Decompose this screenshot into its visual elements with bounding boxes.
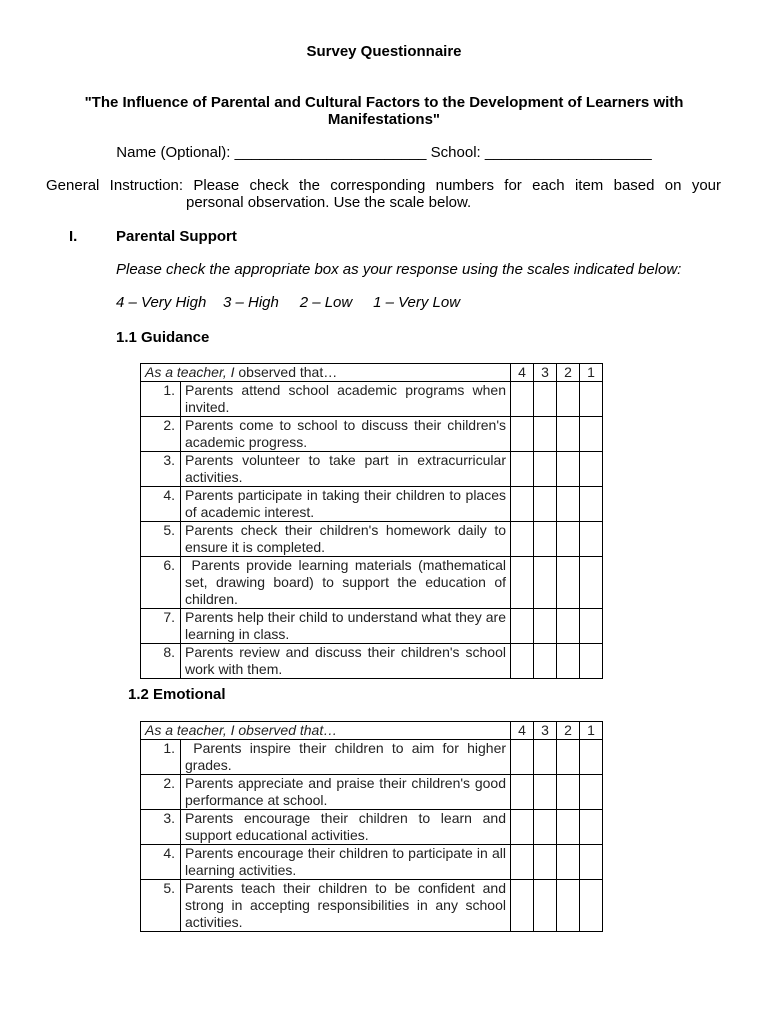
item-text: Parents teach their children to be confident and strong in accepting responsibilities in any school activities. xyxy=(181,880,511,932)
rating-box-1[interactable] xyxy=(580,609,603,644)
rating-box-2[interactable] xyxy=(557,557,580,609)
item-text: Parents encourage their children to learn and support educational activities. xyxy=(181,810,511,845)
emotional-table xyxy=(140,721,603,932)
rating-box-1[interactable] xyxy=(580,880,603,932)
item-text: Parents check their children's homework daily to ensure it is completed. xyxy=(181,522,511,557)
table-row xyxy=(141,557,603,609)
item-number: 3. xyxy=(141,452,181,487)
guidance-table xyxy=(140,363,603,679)
rating-box-3[interactable] xyxy=(534,740,557,775)
scale-col-1: 1 xyxy=(580,364,603,382)
rating-box-3[interactable] xyxy=(534,417,557,452)
table-header-prompt xyxy=(141,722,511,740)
item-text: Parents encourage their children to participate in all learning activities. xyxy=(181,845,511,880)
document-subtitle: "The Influence of Parental and Cultural Factors to the Development of Learners with Manifestations" xyxy=(84,94,684,128)
item-number: 3. xyxy=(141,810,181,845)
rating-box-2[interactable] xyxy=(557,775,580,810)
item-number: 6. xyxy=(141,557,181,609)
rating-box-4[interactable] xyxy=(511,880,534,932)
rating-box-4[interactable] xyxy=(511,740,534,775)
rating-box-4[interactable] xyxy=(511,557,534,609)
item-number: 5. xyxy=(141,880,181,932)
rating-box-1[interactable] xyxy=(580,557,603,609)
table-row xyxy=(141,522,603,557)
table-row xyxy=(141,417,603,452)
rating-box-4[interactable] xyxy=(511,522,534,557)
rating-box-4[interactable] xyxy=(511,775,534,810)
scale-col-4: 4 xyxy=(511,364,534,382)
rating-box-2[interactable] xyxy=(557,417,580,452)
rating-box-3[interactable] xyxy=(534,775,557,810)
table-header-row xyxy=(141,364,603,382)
item-text: Parents participate in taking their children to places of academic interest. xyxy=(181,487,511,522)
table-header-row xyxy=(141,722,603,740)
scale-col-2: 2 xyxy=(557,722,580,740)
table-row xyxy=(141,845,603,880)
rating-box-1[interactable] xyxy=(580,775,603,810)
instruction-line-1: General Instruction: Please check the corresponding numbers for each item based on your xyxy=(46,177,721,194)
section-note: Please check the appropriate box as your response using the scales indicated below: xyxy=(116,261,682,278)
item-text: Parents come to school to discuss their children's academic progress. xyxy=(181,417,511,452)
scale-col-4: 4 xyxy=(511,722,534,740)
item-text: Parents attend school academic programs when invited. xyxy=(181,382,511,417)
scale-col-1: 1 xyxy=(580,722,603,740)
instruction-line-2: personal observation. Use the scale below. xyxy=(186,194,472,211)
table-row xyxy=(141,609,603,644)
rating-box-4[interactable] xyxy=(511,845,534,880)
item-number: 5. xyxy=(141,522,181,557)
guidance-heading: 1.1 Guidance xyxy=(116,329,210,346)
table-row xyxy=(141,740,603,775)
emotional-heading: 1.2 Emotional xyxy=(128,686,226,703)
rating-box-1[interactable] xyxy=(580,644,603,679)
scale-col-2: 2 xyxy=(557,364,580,382)
item-text: Parents provide learning materials (mathematical set, drawing board) to support the education of children. xyxy=(181,557,511,609)
rating-box-1[interactable] xyxy=(580,417,603,452)
rating-scale: 4 – Very High 3 – High 2 – Low 1 – Very Low xyxy=(116,294,461,311)
scale-col-3: 3 xyxy=(534,364,557,382)
rating-box-4[interactable] xyxy=(511,487,534,522)
rating-box-3[interactable] xyxy=(534,845,557,880)
table-row xyxy=(141,644,603,679)
rating-box-3[interactable] xyxy=(534,452,557,487)
rating-box-2[interactable] xyxy=(557,522,580,557)
rating-box-1[interactable] xyxy=(580,740,603,775)
header-italic-text: As a teacher, I xyxy=(145,364,235,380)
scale-col-3: 3 xyxy=(534,722,557,740)
rating-box-2[interactable] xyxy=(557,644,580,679)
section-number: I. xyxy=(69,228,78,245)
rating-box-1[interactable] xyxy=(580,487,603,522)
item-number: 2. xyxy=(141,417,181,452)
rating-box-4[interactable] xyxy=(511,452,534,487)
general-instruction xyxy=(46,177,721,211)
rating-box-3[interactable] xyxy=(534,487,557,522)
document-title: Survey Questionnaire xyxy=(306,43,462,60)
section-title: Parental Support xyxy=(116,228,237,245)
rating-box-3[interactable] xyxy=(534,880,557,932)
rating-box-2[interactable] xyxy=(557,487,580,522)
rating-box-3[interactable] xyxy=(534,382,557,417)
table-row xyxy=(141,487,603,522)
table-row xyxy=(141,810,603,845)
item-text: Parents volunteer to take part in extracurricular activities. xyxy=(181,452,511,487)
rating-box-3[interactable] xyxy=(534,557,557,609)
item-number: 1. xyxy=(141,382,181,417)
rating-box-4[interactable] xyxy=(511,644,534,679)
rating-box-3[interactable] xyxy=(534,810,557,845)
item-number: 7. xyxy=(141,609,181,644)
item-number: 2. xyxy=(141,775,181,810)
rating-box-2[interactable] xyxy=(557,810,580,845)
name-school-line: Name (Optional): _______________________ School: ____________________ xyxy=(116,144,652,161)
rating-box-2[interactable] xyxy=(557,845,580,880)
rating-box-2[interactable] xyxy=(557,609,580,644)
item-number: 4. xyxy=(141,845,181,880)
item-number: 1. xyxy=(141,740,181,775)
rating-box-2[interactable] xyxy=(557,880,580,932)
item-number: 4. xyxy=(141,487,181,522)
header-italic-text: As a teacher, I observed that… xyxy=(145,722,338,738)
rating-box-2[interactable] xyxy=(557,452,580,487)
rating-box-1[interactable] xyxy=(580,452,603,487)
item-text: Parents appreciate and praise their children's good performance at school. xyxy=(181,775,511,810)
item-text: Parents review and discuss their children's school work with them. xyxy=(181,644,511,679)
rating-box-1[interactable] xyxy=(580,810,603,845)
table-header-prompt xyxy=(141,364,511,382)
item-text: Parents inspire their children to aim for higher grades. xyxy=(181,740,511,775)
rating-box-4[interactable] xyxy=(511,810,534,845)
header-rest-text: observed that… xyxy=(234,364,338,380)
table-row xyxy=(141,775,603,810)
rating-box-3[interactable] xyxy=(534,609,557,644)
rating-box-4[interactable] xyxy=(511,382,534,417)
table-row xyxy=(141,382,603,417)
rating-box-2[interactable] xyxy=(557,382,580,417)
rating-box-3[interactable] xyxy=(534,644,557,679)
rating-box-1[interactable] xyxy=(580,382,603,417)
item-text: Parents help their child to understand what they are learning in class. xyxy=(181,609,511,644)
rating-box-4[interactable] xyxy=(511,417,534,452)
table-row xyxy=(141,880,603,932)
rating-box-4[interactable] xyxy=(511,609,534,644)
rating-box-1[interactable] xyxy=(580,845,603,880)
table-row xyxy=(141,452,603,487)
rating-box-2[interactable] xyxy=(557,740,580,775)
item-number: 8. xyxy=(141,644,181,679)
rating-box-1[interactable] xyxy=(580,522,603,557)
rating-box-3[interactable] xyxy=(534,522,557,557)
